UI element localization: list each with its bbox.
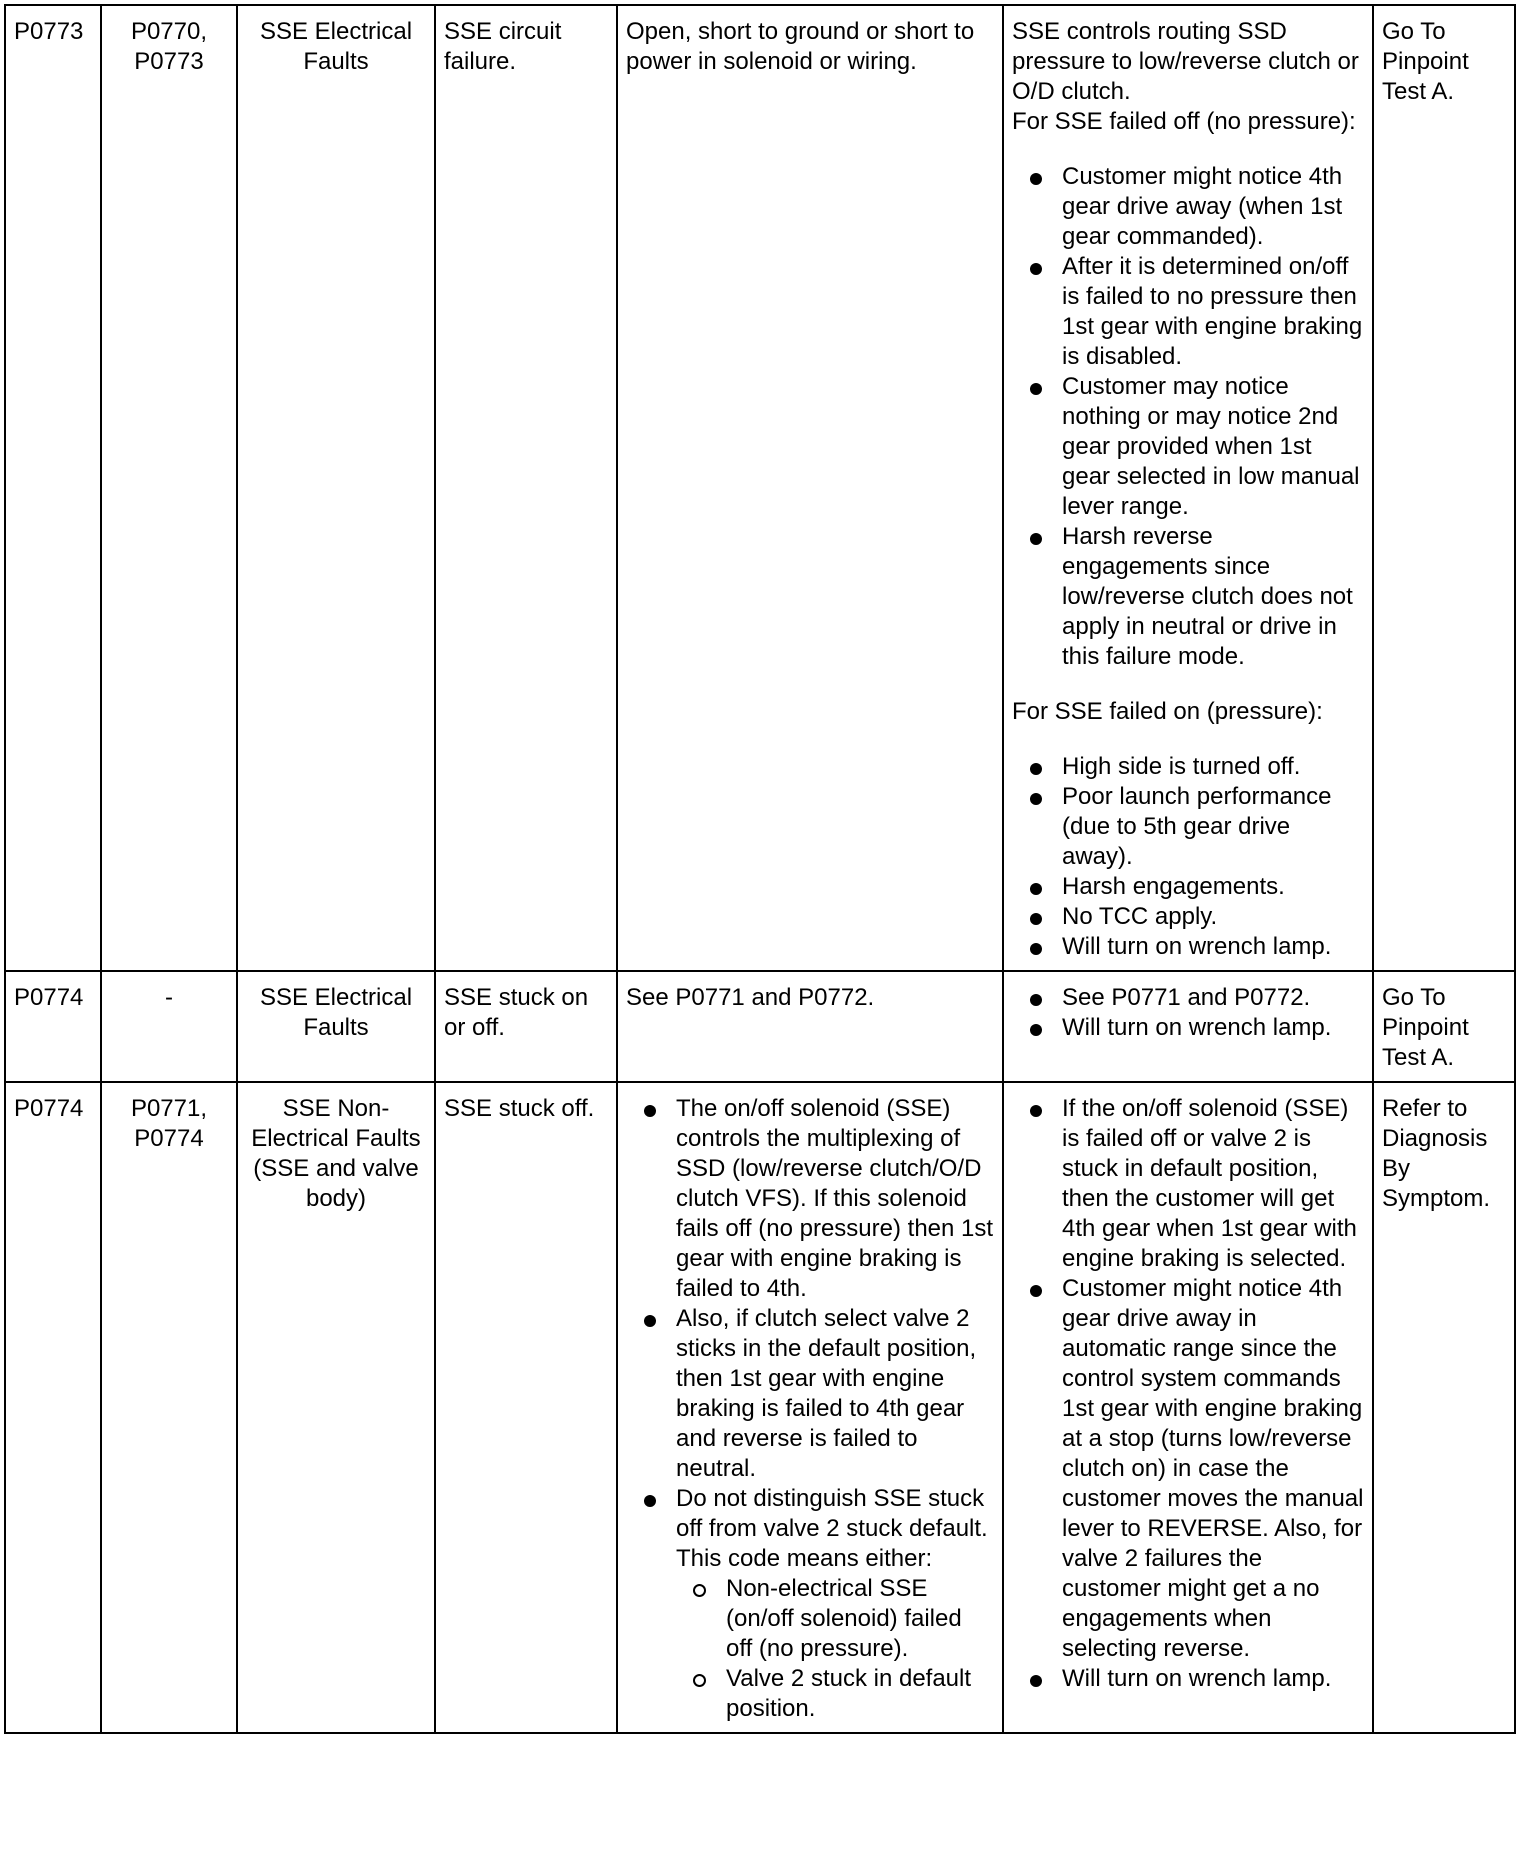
condition-cell: SSE circuit failure.	[435, 5, 617, 971]
list-item: The on/off solenoid (SSE) controls the multiplexing of SSD (low/reverse clutch/O/D clutch VFS). If this solenoid fails off (no pressure) then 1st gear with engine braking is failed to 4th.	[676, 1095, 994, 1302]
symptom-on-heading: For SSE failed on (pressure):	[1012, 698, 1323, 725]
list-item: Customer might notice 4th gear drive away (when 1st gear commanded).	[1062, 162, 1364, 252]
action-cell: Go To Pinpoint Test A.	[1373, 5, 1515, 971]
table-row	[5, 5, 1515, 971]
list-item: No TCC apply.	[1062, 902, 1364, 932]
symptom-list	[1012, 1094, 1364, 1694]
list-item: If the on/off solenoid (SSE) is failed off or valve 2 is stuck in default position, then the customer will get 4th gear when 1st gear with engine braking is selected.	[1062, 1094, 1364, 1274]
symptom-off-list	[1012, 162, 1364, 672]
list-item: After it is determined on/off is failed to no pressure then 1st gear with engine braking is disabled.	[1062, 253, 1363, 370]
list-item: Poor launch performance (due to 5th gear drive away).	[1062, 782, 1364, 872]
list-item: Will turn on wrench lamp.	[1062, 932, 1364, 962]
list-item: Harsh reverse engagements since low/reverse clutch does not apply in neutral or drive in this failure mode.	[1062, 522, 1364, 672]
table-row	[5, 971, 1515, 1082]
list-item: Harsh engagements.	[1062, 872, 1364, 902]
condition-cell: SSE stuck off.	[435, 1082, 617, 1733]
cause-cell: Open, short to ground or short to power in solenoid or wiring.	[617, 5, 1003, 971]
cause-cell	[617, 1082, 1003, 1733]
symptom-off-heading: For SSE failed off (no pressure):	[1012, 108, 1356, 135]
list-item	[676, 1484, 994, 1724]
fault-category-cell: SSE Electrical Faults	[237, 971, 435, 1082]
symptom-list	[1012, 983, 1364, 1043]
sub-list-item: Non-electrical SSE (on/off solenoid) failed off (no pressure).	[726, 1574, 994, 1664]
action-cell: Refer to Diagnosis By Symptom.	[1373, 1082, 1515, 1733]
symptom-intro: SSE controls routing SSD pressure to low/reverse clutch or O/D clutch.	[1012, 18, 1359, 105]
list-item: Customer may notice nothing or may notice 2nd gear provided when 1st gear selected in low manual lever range.	[1062, 372, 1364, 522]
related-dtc-cell: P0770, P0773	[101, 5, 237, 971]
table-row	[5, 1082, 1515, 1733]
list-item: See P0771 and P0772.	[1062, 983, 1364, 1013]
list-item-text: Do not distinguish SSE stuck off from valve 2 stuck default. This code means either:	[676, 1485, 988, 1572]
list-item: Customer might notice 4th gear drive away in automatic range since the control system commands 1st gear with engine braking at a stop (turns low/reverse clutch on) in case the customer moves the manual lever to REVERSE. Also, for valve 2 failures the customer might get a no engagements when selecting reverse.	[1062, 1275, 1364, 1662]
symptom-cell	[1003, 1082, 1373, 1733]
cause-sub-list	[676, 1574, 994, 1724]
fault-category-cell: SSE Electrical Faults	[237, 5, 435, 971]
symptom-cell	[1003, 971, 1373, 1082]
dtc-code-cell: P0774	[5, 971, 101, 1082]
dtc-code-cell: P0773	[5, 5, 101, 971]
dtc-table	[4, 4, 1516, 1734]
list-item: Will turn on wrench lamp.	[1062, 1664, 1364, 1694]
condition-cell: SSE stuck on or off.	[435, 971, 617, 1082]
related-dtc-cell: P0771, P0774	[101, 1082, 237, 1733]
action-cell: Go To Pinpoint Test A.	[1373, 971, 1515, 1082]
symptom-cell	[1003, 5, 1373, 971]
cause-list	[626, 1094, 994, 1724]
list-item: High side is turned off.	[1062, 752, 1364, 782]
fault-category-cell: SSE Non-Electrical Faults (SSE and valve body)	[237, 1082, 435, 1733]
cause-cell: See P0771 and P0772.	[617, 971, 1003, 1082]
list-item: Will turn on wrench lamp.	[1062, 1013, 1364, 1043]
sub-list-item: Valve 2 stuck in default position.	[726, 1664, 994, 1724]
related-dtc-cell: -	[101, 971, 237, 1082]
symptom-on-list	[1012, 752, 1364, 962]
dtc-code-cell: P0774	[5, 1082, 101, 1733]
list-item: Also, if clutch select valve 2 sticks in the default position, then 1st gear with engine braking is failed to 4th gear and reverse is failed to neutral.	[676, 1304, 994, 1484]
